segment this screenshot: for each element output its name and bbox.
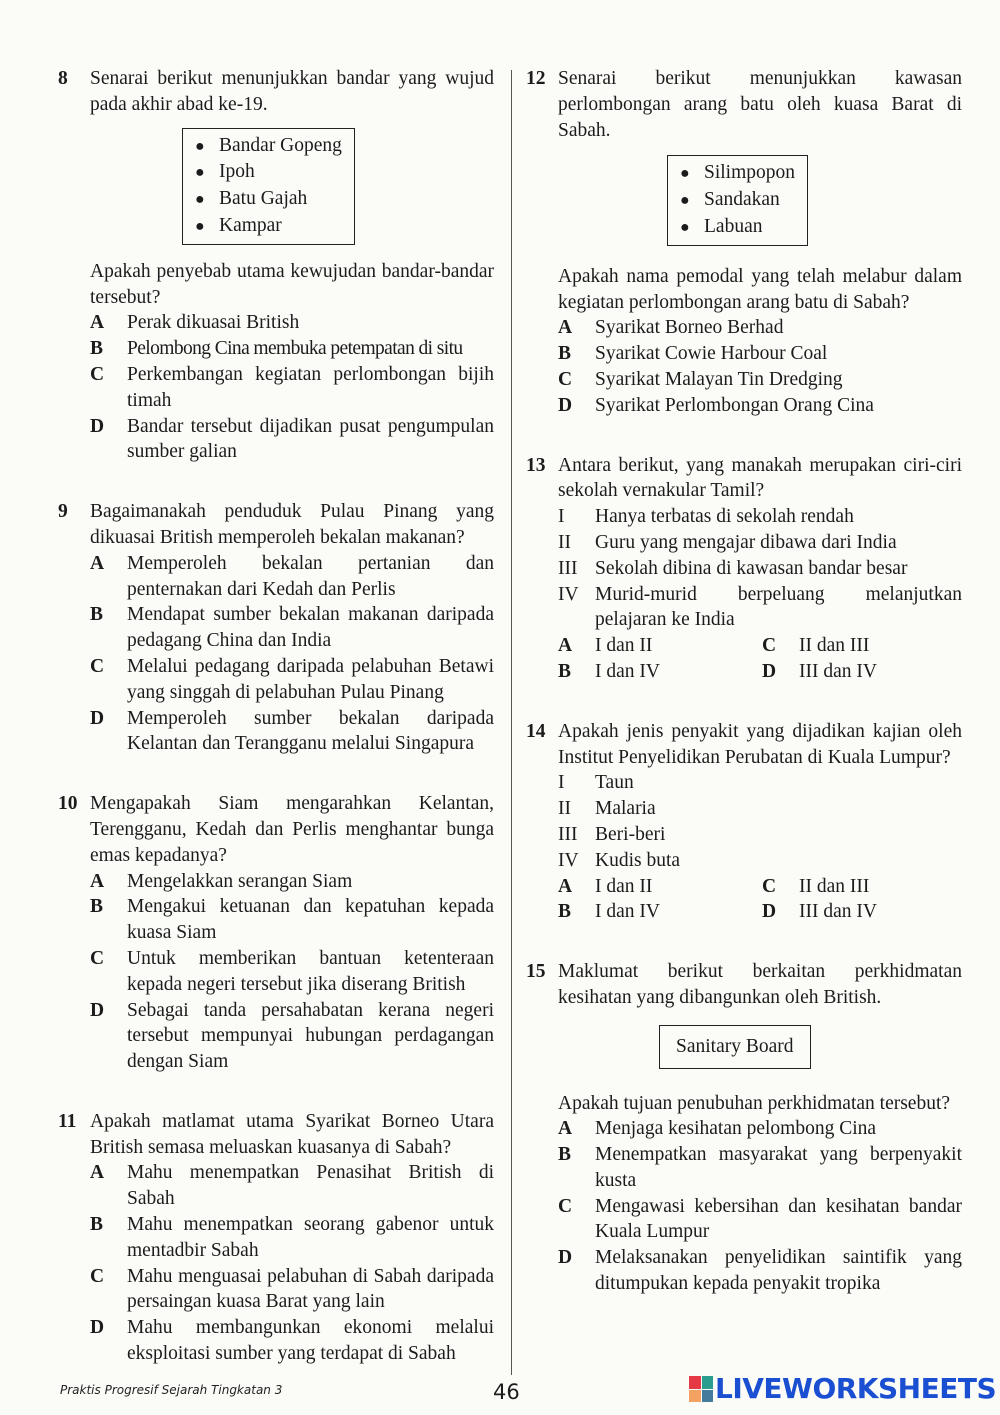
logo-square-icon xyxy=(689,1376,701,1389)
question-number: 15 xyxy=(526,961,546,983)
question-15 xyxy=(526,959,962,1297)
box-item: ● Ipoh xyxy=(195,159,342,186)
statement-item: III Beri-beri xyxy=(558,823,666,845)
box-item: ● Batu Gajah xyxy=(195,186,342,213)
options-list xyxy=(558,1116,962,1297)
option-c[interactable]: C Untuk memberikan bantuan ketenteraan kepada negeri tersebut jika diserang British xyxy=(90,947,494,995)
page-number: 46 xyxy=(493,1380,520,1404)
statement-item: III Sekolah dibina di kawasan bandar besar xyxy=(558,557,908,579)
option-c[interactable]: C Perkembangan kegiatan perlombongan bijih timah xyxy=(90,363,494,411)
option-c[interactable]: C II dan III xyxy=(762,875,870,897)
options-list xyxy=(90,310,494,465)
bullet-icon: ● xyxy=(680,192,690,210)
option-a[interactable]: A Mengelakkan serangan Siam xyxy=(90,870,353,892)
question-stem: Apakah nama pemodal yang telah melabur dalam kegiatan perlombongan arang batu di Sabah? xyxy=(558,265,962,313)
option-b[interactable]: B Mengakui ketuanan dan kepatuhan kepada kuasa Siam xyxy=(90,896,494,944)
question-10 xyxy=(58,791,494,1075)
answer-choices xyxy=(558,633,962,685)
option-d[interactable]: D Mahu membangunkan ekonomi melalui eksploitasi sumber yang terdapat di Sabah xyxy=(90,1317,494,1365)
question-text: Apakah matlamat utama Syarikat Borneo Utara British semasa meluaskan kuasanya di Sabah? xyxy=(90,1110,494,1158)
box-item: ● Labuan xyxy=(680,214,795,241)
question-number: 10 xyxy=(58,793,78,815)
question-number: 13 xyxy=(526,454,546,476)
question-number: 11 xyxy=(58,1110,77,1132)
logo-square-icon xyxy=(689,1390,701,1403)
watermark-text: LIVEWORKSHEETS xyxy=(715,1372,997,1405)
question-text: Bagaimanakah penduduk Pulau Pinang yang dikuasai British memperoleh bekalan makanan? xyxy=(90,501,494,548)
options-list xyxy=(90,869,494,1075)
question-text: Mengapakah Siam mengarahkan Kelantan, Terengganu, Kedah dan Perlis menghantar bunga emas kepadanya? xyxy=(90,793,494,866)
option-c[interactable]: C Mahu menguasai pelabuhan di Sabah daripada persaingan kuasa Barat yang lain xyxy=(90,1265,494,1313)
option-a[interactable]: A Syarikat Borneo Berhad xyxy=(558,317,784,339)
question-11 xyxy=(58,1109,494,1367)
bullet-icon: ● xyxy=(195,137,205,155)
option-d[interactable]: D III dan IV xyxy=(762,901,877,923)
right-column xyxy=(526,66,962,1331)
column-divider xyxy=(511,70,512,1375)
option-a[interactable]: A Menjaga kesihatan pelombong Cina xyxy=(558,1118,877,1140)
liveworksheets-logo xyxy=(689,1374,996,1404)
question-text: Maklumat berikut berkaitan perkhidmatan kesihatan yang dibangunkan oleh British. xyxy=(558,961,962,1008)
option-b[interactable]: B Syarikat Cowie Harbour Coal xyxy=(558,343,828,365)
question-12 xyxy=(526,66,962,419)
option-d[interactable]: D Bandar tersebut dijadikan pusat pengumpulan sumber galian xyxy=(90,415,494,463)
question-8 xyxy=(58,66,494,465)
option-a[interactable]: A Perak dikuasai British xyxy=(90,312,300,334)
statement-item: II Guru yang mengajar dibawa dari India xyxy=(558,531,897,553)
question-9 xyxy=(58,499,494,757)
question-text: Antara berikut, yang manakah merupakan ciri-ciri sekolah vernakular Tamil? xyxy=(558,454,962,502)
info-box xyxy=(667,155,808,245)
question-number: 14 xyxy=(526,720,546,742)
bullet-icon: ● xyxy=(195,191,205,209)
box-item: ● Sandakan xyxy=(680,187,795,214)
options-list xyxy=(558,315,962,418)
statement-item: II Malaria xyxy=(558,798,656,820)
info-box: Sanitary Board xyxy=(659,1025,811,1069)
options-list xyxy=(90,551,494,757)
option-d[interactable]: D Sebagai tanda persahabatan kerana negeri tersebut mempunyai hubungan perdagangan dengan Siam xyxy=(90,999,494,1073)
question-number: 9 xyxy=(58,501,68,523)
option-d[interactable]: D Memperoleh sumber bekalan daripada Kelantan dan Terangganu melalui Singapura xyxy=(90,707,494,755)
statement-item: IV Murid-murid berpeluang melanjutkan pelajaran ke India xyxy=(558,583,962,631)
question-14 xyxy=(526,719,962,925)
option-c[interactable]: C Mengawasi kebersihan dan kesihatan bandar Kuala Lumpur xyxy=(558,1195,962,1243)
question-13 xyxy=(526,453,962,685)
question-stem: Apakah tujuan penubuhan perkhidmatan tersebut? xyxy=(558,1092,951,1114)
bullet-icon: ● xyxy=(680,218,690,236)
logo-square-icon xyxy=(702,1376,714,1389)
question-text: Apakah jenis penyakit yang dijadikan kajian oleh Institut Penyelidikan Perubatan di Kuala Lumpur? xyxy=(558,720,962,768)
option-c[interactable]: C Melalui pedagang daripada pelabuhan Betawi yang singgah di pelabuhan Pulau Pinang xyxy=(90,655,494,703)
info-box xyxy=(182,128,355,245)
option-a[interactable]: A Mahu menempatkan Penasihat British di Sabah xyxy=(90,1162,494,1210)
bullet-icon: ● xyxy=(680,165,690,183)
box-item: ● Kampar xyxy=(195,213,342,240)
option-b[interactable]: B I dan IV xyxy=(558,901,660,923)
option-b[interactable]: B I dan IV xyxy=(558,660,660,682)
liveworksheets-icon xyxy=(689,1376,713,1402)
option-c[interactable]: C II dan III xyxy=(762,635,870,657)
option-d[interactable]: D Syarikat Perlombongan Orang Cina xyxy=(558,394,874,416)
option-b[interactable]: B Menempatkan masyarakat yang berpenyakit kusta xyxy=(558,1144,962,1191)
left-column xyxy=(58,66,494,1401)
question-text: Senarai berikut menunjukkan bandar yang wujud pada akhir abad ke-19. xyxy=(90,68,494,115)
question-text: Senarai berikut menunjukkan kawasan perlombongan arang batu oleh kuasa Barat di Sabah. xyxy=(558,68,962,141)
option-d[interactable]: D Melaksanakan penyelidikan saintifik yang ditumpukan kepada penyakit tropika xyxy=(558,1247,962,1295)
option-a[interactable]: A I dan II xyxy=(558,875,653,897)
statement-item: I Hanya terbatas di sekolah rendah xyxy=(558,506,854,528)
option-a[interactable]: A Memperoleh bekalan pertanian dan penternakan dari Kedah dan Perlis xyxy=(90,552,494,600)
statement-item: I Taun xyxy=(558,772,634,794)
book-title: Praktis Progresif Sejarah Tingkatan 3 xyxy=(60,1383,283,1397)
option-a[interactable]: A I dan II xyxy=(558,635,653,657)
option-d[interactable]: D III dan IV xyxy=(762,660,877,682)
question-number: 12 xyxy=(526,68,546,89)
bullet-icon: ● xyxy=(195,164,205,182)
option-c[interactable]: C Syarikat Malayan Tin Dredging xyxy=(558,368,843,390)
statement-item: IV Kudis buta xyxy=(558,849,681,871)
logo-square-icon xyxy=(702,1390,714,1403)
options-list xyxy=(90,1160,494,1366)
question-stem: Apakah penyebab utama kewujudan bandar-bandar tersebut? xyxy=(90,260,494,308)
option-b[interactable]: B Pelombong Cina membuka petempatan di situ xyxy=(90,338,463,360)
box-item: ● Silimpopon xyxy=(680,160,795,187)
option-b[interactable]: B Mendapat sumber bekalan makanan daripada pedagang China dan India xyxy=(90,604,494,652)
bullet-icon: ● xyxy=(195,217,205,235)
question-number: 8 xyxy=(58,68,68,89)
answer-choices xyxy=(558,874,962,926)
option-b[interactable]: B Mahu menempatkan seorang gabenor untuk mentadbir Sabah xyxy=(90,1214,494,1261)
box-item: ● Bandar Gopeng xyxy=(195,133,342,160)
